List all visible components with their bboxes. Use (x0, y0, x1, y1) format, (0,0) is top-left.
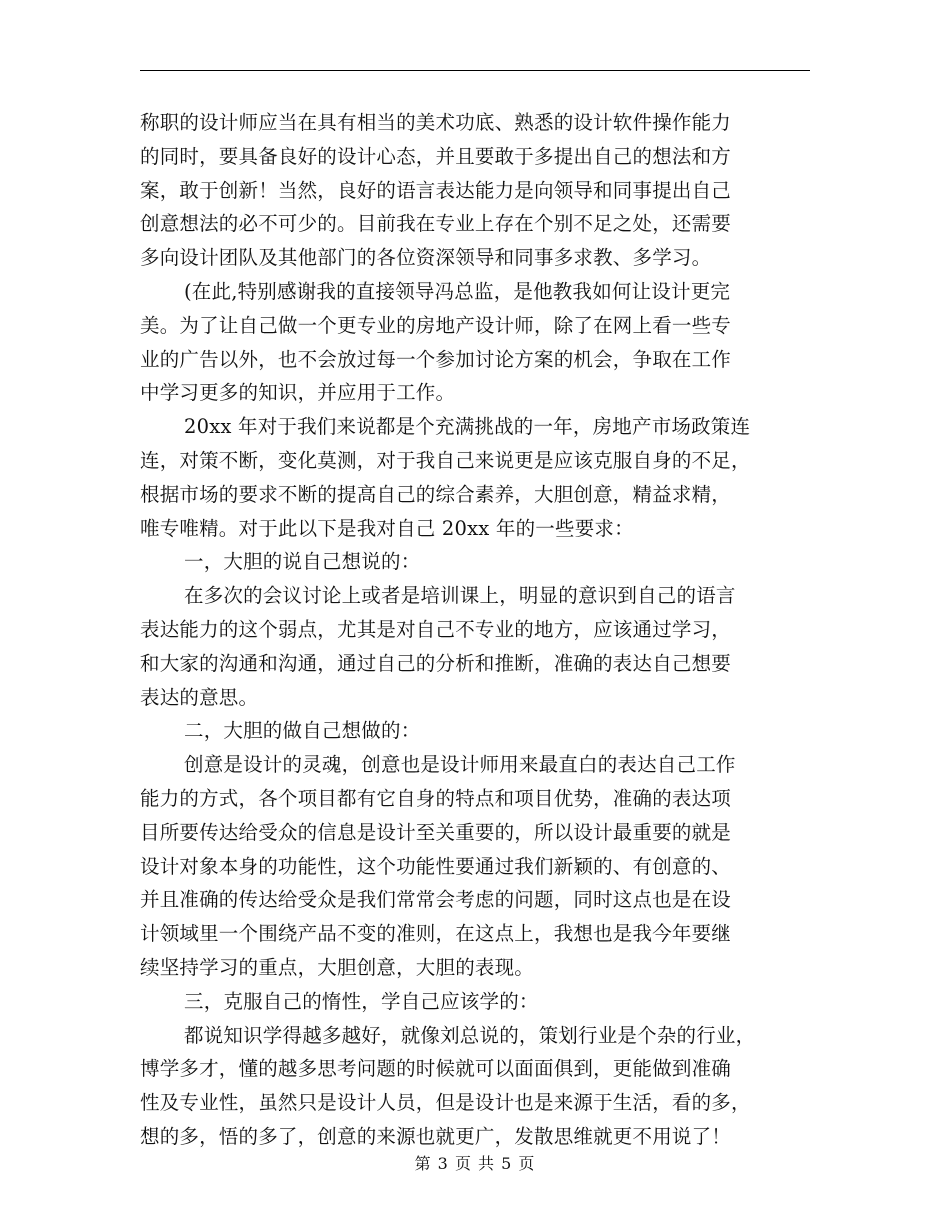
text-line: 续坚持学习的重点，大胆创意，大胆的表现。 (140, 955, 535, 979)
paragraph-start-line: 创意是设计的灵魂，创意也是设计师用来最直白的表达自己工作 (184, 753, 736, 777)
section-heading: 一，大胆的说自己想说的： (184, 550, 421, 574)
text-line: 设计对象本身的功能性，这个功能性要通过我们新颖的、有创意的、 (140, 854, 732, 878)
text-line: 的同时，要具备良好的设计心态，并且要敢于多提出自己的想法和方 (140, 144, 732, 168)
header-rule (140, 70, 810, 71)
paragraph-start-line: (在此,特别感谢我的直接领导冯总监，是他教我如何让设计更完 (184, 279, 731, 303)
text-line: 美。为了让自己做一个更专业的房地产设计师，除了在网上看一些专 (140, 313, 732, 337)
text-line: 中学习更多的知识，并应用于工作。 (140, 381, 456, 405)
text-line: 业的广告以外，也不会放过每一个参加讨论方案的机会，争取在工作 (140, 347, 732, 371)
text-line: 能力的方式，各个项目都有它自身的特点和项目优势，准确的表达项 (140, 786, 732, 810)
paragraph-start-line: 都说知识学得越多越好，就像刘总说的，策划行业是个杂的行业， (184, 1023, 756, 1047)
text-line: 多向设计团队及其他部门的各位资深领导和同事多求教、多学习。 (140, 246, 712, 270)
section-heading: 三，克服自己的惰性，学自己应该学的： (184, 989, 539, 1013)
text-line: 目所要传达给受众的信息是设计至关重要的，所以设计最重要的就是 (140, 820, 732, 844)
paragraph-start-line: 20xx 年对于我们来说都是个充满挑战的一年，房地产市场政策连 (184, 415, 751, 439)
text-line: 计领域里一个围绕产品不变的准则，在这点上，我想也是我今年要继 (140, 922, 732, 946)
section-heading: 二，大胆的做自己想做的： (184, 719, 421, 743)
text-line: 并且准确的传达给受众是我们常常会考虑的问题，同时这点也是在设 (140, 888, 732, 912)
text-line: 和大家的沟通和沟通，通过自己的分析和推断，准确的表达自己想要 (140, 651, 732, 675)
text-line: 表达的意思。 (140, 685, 259, 709)
text-line: 唯专唯精。对于此以下是我对自己 20xx 年的一些要求： (140, 516, 634, 540)
text-line: 性及专业性，虽然只是设计人员，但是设计也是来源于生活，看的多， (140, 1091, 751, 1115)
text-line: 想的多，悟的多了，创意的来源也就更广，发散思维就更不用说了！ (140, 1124, 732, 1148)
text-line: 博学多才，懂的越多思考问题的时候就可以面面俱到，更能做到准确 (140, 1057, 732, 1081)
text-line: 表达能力的这个弱点，尤其是对自己不专业的地方，应该通过学习， (140, 617, 732, 641)
page-number-footer: 第 3 页 共 5 页 (414, 1154, 536, 1173)
text-line: 案，敢于创新！当然，良好的语言表达能力是向领导和同事提出自己 (140, 178, 732, 202)
text-line: 称职的设计师应当在具有相当的美术功底、熟悉的设计软件操作能力 (140, 111, 732, 134)
paragraph-start-line: 在多次的会议讨论上或者是培训课上，明显的意识到自己的语言 (184, 584, 736, 608)
body-text (140, 106, 810, 1154)
text-line: 根据市场的要求不断的提高自己的综合素养，大胆创意，精益求精， (140, 482, 732, 506)
text-line: 连，对策不断，变化莫测，对于我自己来说更是应该克服自身的不足， (140, 448, 751, 472)
text-line: 创意想法的必不可少的。目前我在专业上存在个别不足之处，还需要 (140, 212, 732, 236)
